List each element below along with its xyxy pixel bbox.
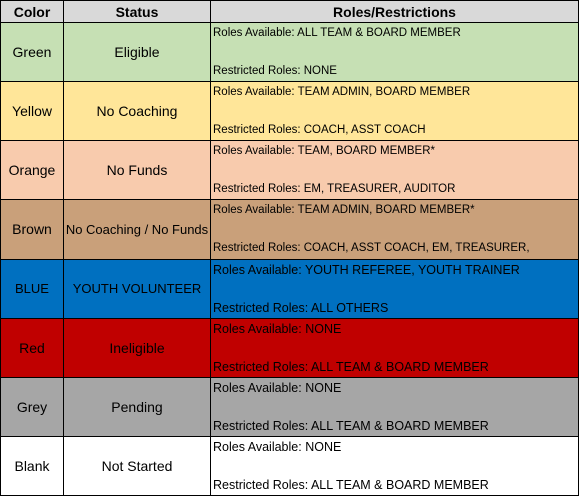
cell-roles	[211, 82, 579, 141]
roles-available: Roles Available: TEAM ADMIN, BOARD MEMBER	[213, 86, 471, 99]
roles-restricted: Restricted Roles: ALL TEAM & BOARD MEMBER	[213, 418, 489, 433]
cell-roles	[211, 377, 579, 436]
table-row	[1, 318, 579, 377]
table-row	[1, 82, 579, 141]
table-row	[1, 259, 579, 318]
cell-roles	[211, 141, 579, 200]
roles-available: Roles Available: YOUTH REFEREE, YOUTH TRAINER	[213, 262, 520, 277]
cell-status: No Coaching	[64, 82, 211, 141]
cell-color: Yellow	[1, 82, 64, 141]
cell-status: No Funds	[64, 141, 211, 200]
roles-restricted: Restricted Roles: NONE	[213, 65, 337, 77]
roles-restricted: Restricted Roles: ALL TEAM & BOARD MEMBER	[213, 477, 489, 492]
roles-available: Roles Available: TEAM ADMIN, BOARD MEMBER*	[213, 204, 475, 217]
cell-roles	[211, 23, 579, 82]
table-row	[1, 436, 579, 495]
cell-color: Blank	[1, 436, 64, 495]
cell-color: Red	[1, 318, 64, 377]
header-color: Color	[1, 1, 64, 23]
header-status: Status	[64, 1, 211, 23]
cell-color: Green	[1, 23, 64, 82]
table-row	[1, 23, 579, 82]
roles-restricted: Restricted Roles: ALL OTHERS	[213, 300, 389, 315]
table-row	[1, 377, 579, 436]
cell-status: Pending	[64, 377, 211, 436]
table-row	[1, 200, 579, 259]
roles-restricted: Restricted Roles: COACH, ASST COACH, EM, TREASURER,	[213, 242, 530, 255]
cell-status: Ineligible	[64, 318, 211, 377]
cell-roles	[211, 259, 579, 318]
cell-roles	[211, 200, 579, 259]
cell-color: Grey	[1, 377, 64, 436]
roles-available: Roles Available: NONE	[213, 439, 342, 454]
cell-color: Brown	[1, 200, 64, 259]
cell-status: No Coaching / No Funds	[64, 200, 211, 259]
roles-available: Roles Available: NONE	[213, 321, 342, 336]
cell-color: BLUE	[1, 259, 64, 318]
cell-status: YOUTH VOLUNTEER	[64, 259, 211, 318]
header-row	[1, 1, 579, 23]
cell-roles	[211, 318, 579, 377]
cell-roles	[211, 436, 579, 495]
roles-available: Roles Available: NONE	[213, 380, 342, 395]
cell-color: Orange	[1, 141, 64, 200]
cell-status: Not Started	[64, 436, 211, 495]
roles-restricted: Restricted Roles: EM, TREASURER, AUDITOR	[213, 183, 456, 196]
cell-status: Eligible	[64, 23, 211, 82]
roles-available: Roles Available: ALL TEAM & BOARD MEMBER	[213, 27, 461, 39]
header-roles: Roles/Restrictions	[211, 1, 579, 23]
table-row	[1, 141, 579, 200]
roles-restricted: Restricted Roles: COACH, ASST COACH	[213, 124, 426, 137]
roles-restricted: Restricted Roles: ALL TEAM & BOARD MEMBER	[213, 359, 489, 374]
roles-available: Roles Available: TEAM, BOARD MEMBER*	[213, 145, 435, 158]
